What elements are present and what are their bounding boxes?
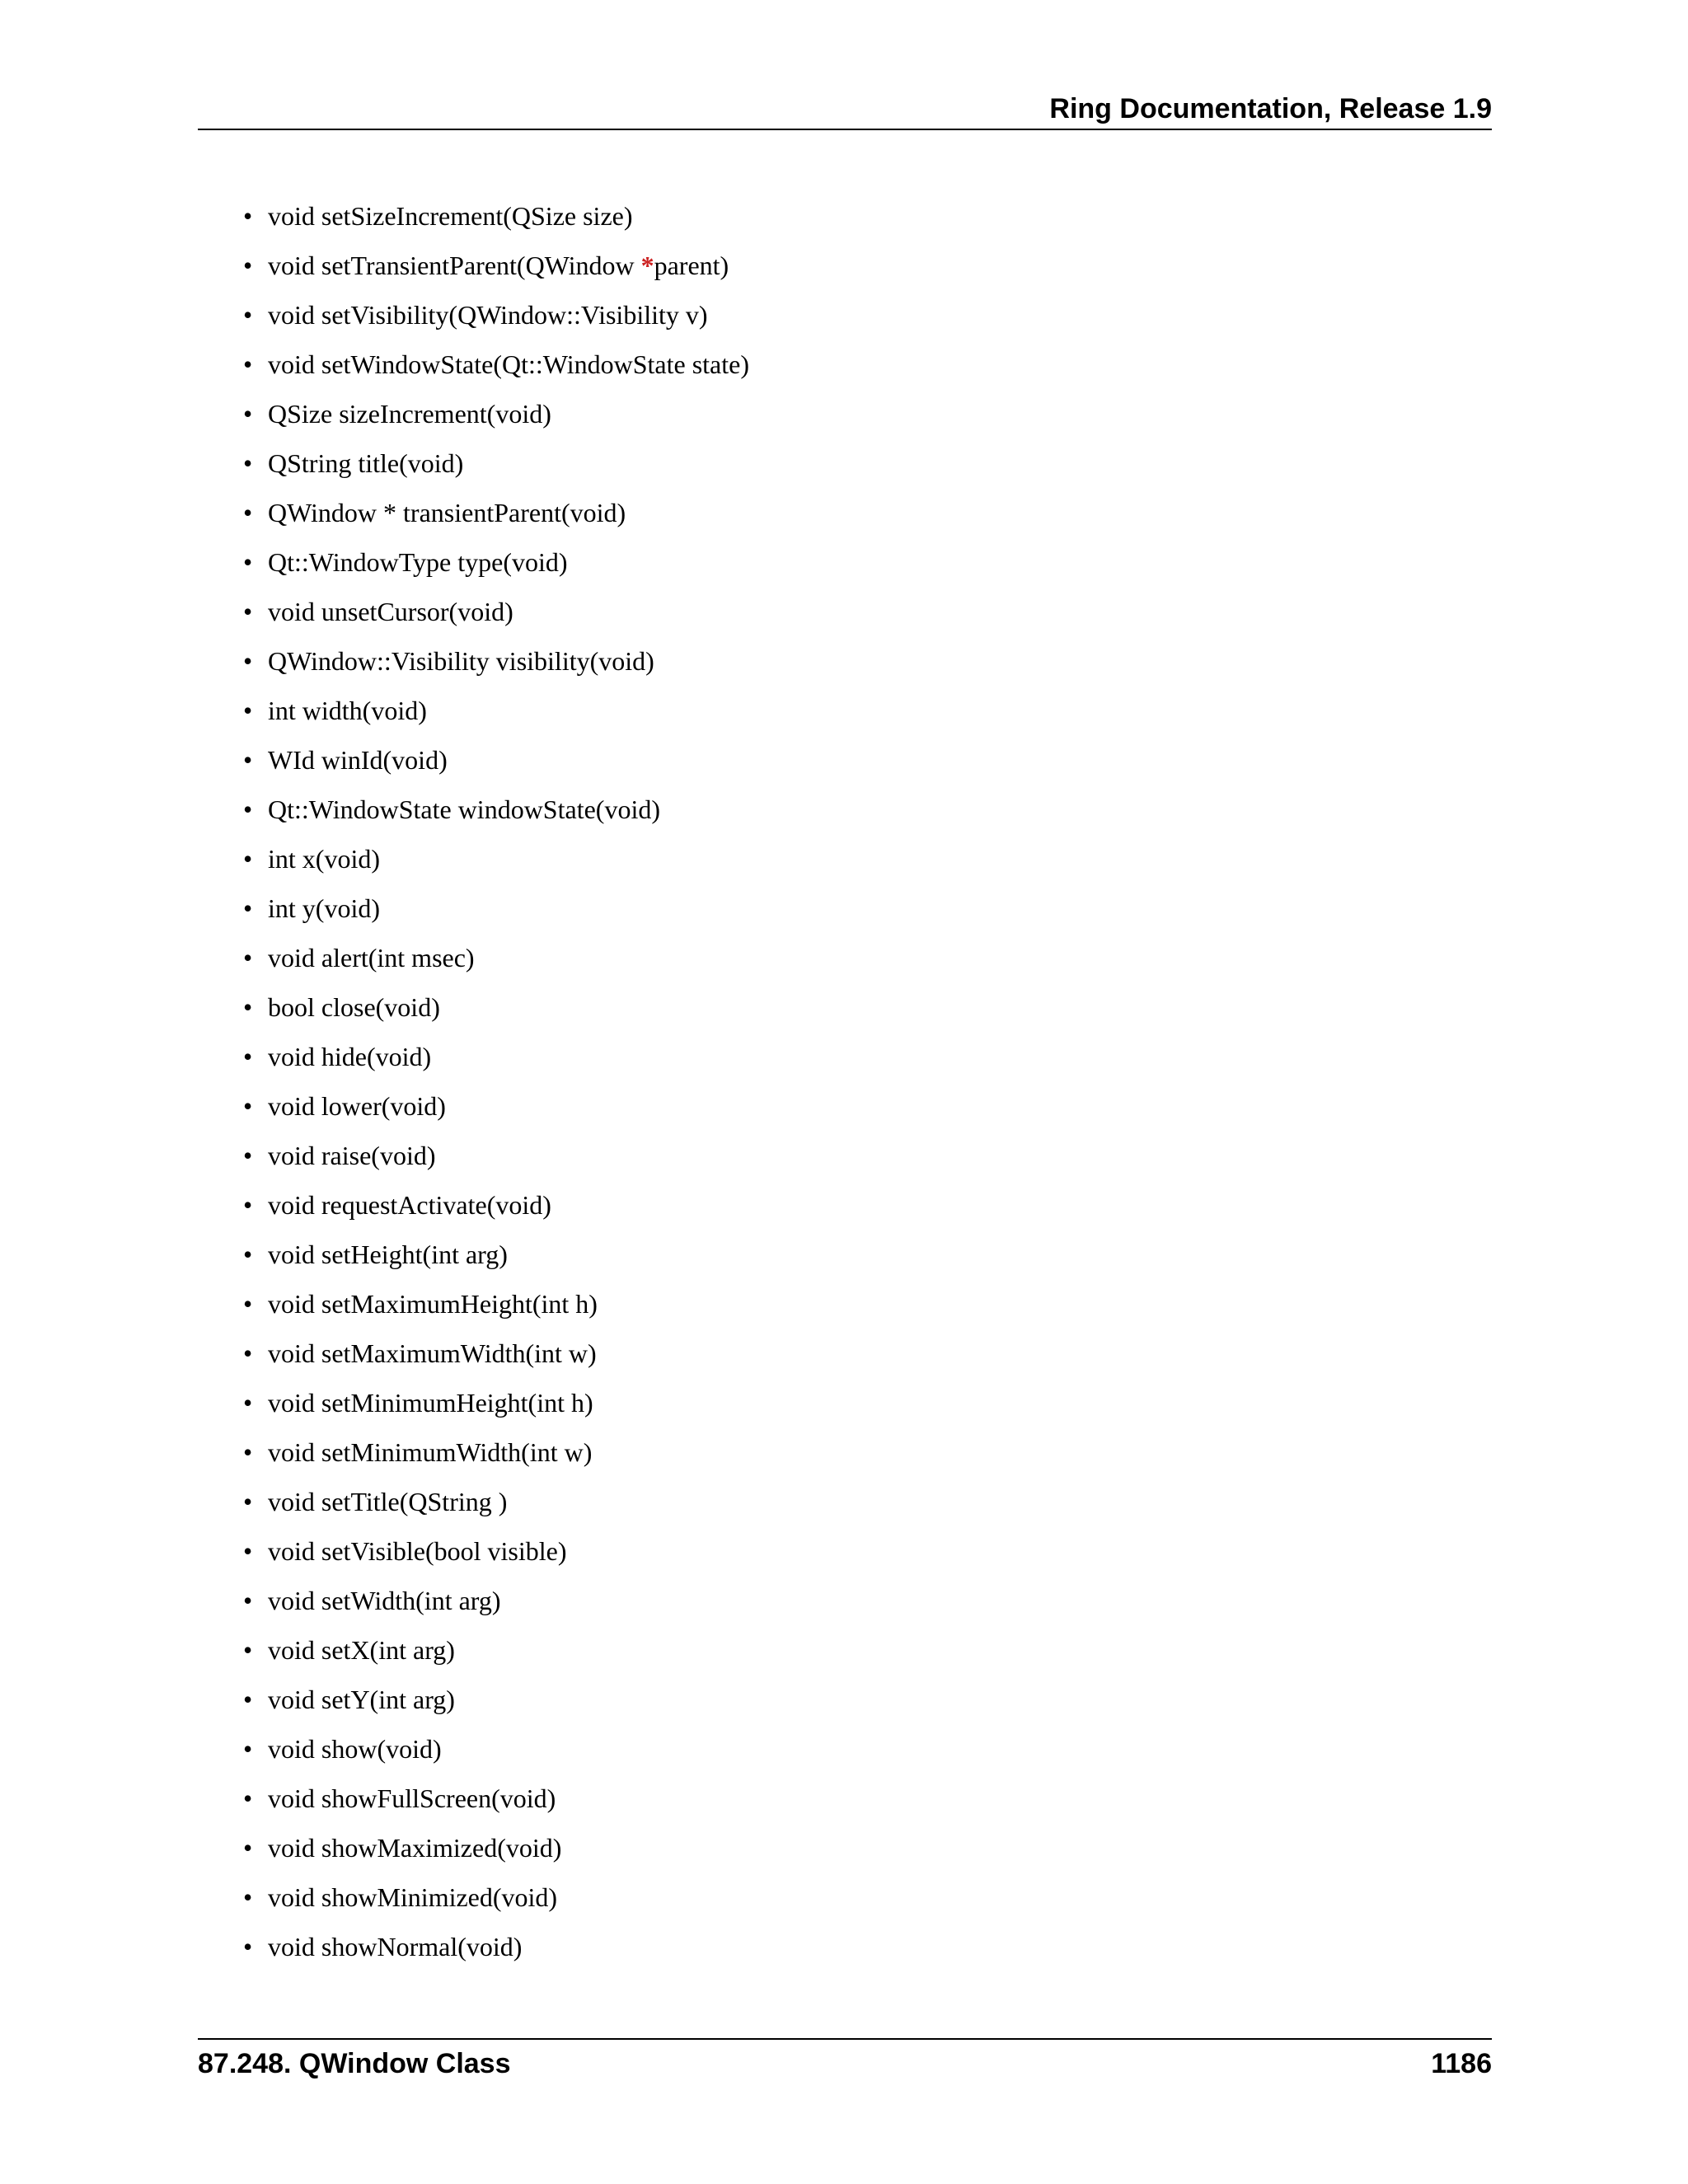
method-signature: void setSizeIncrement(QSize size) xyxy=(268,201,633,231)
method-list-item xyxy=(243,595,749,644)
bullet-icon: • xyxy=(243,1042,253,1071)
bullet-icon: • xyxy=(243,399,253,429)
method-list-item xyxy=(243,1436,749,1485)
method-signature: Qt::WindowType type(void) xyxy=(268,547,568,577)
method-list-item xyxy=(243,1287,749,1337)
method-signature: QSize sizeIncrement(void) xyxy=(268,399,551,429)
bullet-icon: • xyxy=(243,1882,253,1912)
method-list-item xyxy=(243,1633,749,1683)
method-list xyxy=(243,199,749,1980)
method-list-item xyxy=(243,1930,749,1980)
method-signature: bool close(void) xyxy=(268,992,440,1022)
method-signature: void setVisibility(QWindow::Visibility v) xyxy=(268,300,708,330)
method-signature: void showMinimized(void) xyxy=(268,1882,558,1912)
method-signature: void setTitle(QString ) xyxy=(268,1487,508,1516)
method-signature: QWindow::Visibility visibility(void) xyxy=(268,646,654,676)
method-signature: void setWidth(int arg) xyxy=(268,1586,501,1615)
bullet-icon: • xyxy=(243,1388,253,1418)
method-signature: int x(void) xyxy=(268,844,380,874)
method-list-item xyxy=(243,1881,749,1930)
method-signature: void showNormal(void) xyxy=(268,1932,523,1961)
method-signature xyxy=(268,251,729,280)
method-list-item xyxy=(243,1485,749,1535)
bullet-icon: • xyxy=(243,349,253,379)
bullet-icon: • xyxy=(243,745,253,775)
method-list-item xyxy=(243,842,749,892)
bullet-icon: • xyxy=(243,1586,253,1615)
bullet-icon: • xyxy=(243,448,253,478)
method-signature: QString title(void) xyxy=(268,448,464,478)
method-signature: void show(void) xyxy=(268,1734,442,1764)
bullet-icon: • xyxy=(243,1141,253,1170)
method-signature: int width(void) xyxy=(268,696,427,725)
bullet-icon: • xyxy=(243,1833,253,1863)
bullet-icon: • xyxy=(243,1685,253,1714)
method-signature: void setMaximumWidth(int w) xyxy=(268,1338,597,1368)
method-list-item xyxy=(243,1584,749,1633)
method-list-item xyxy=(243,1238,749,1287)
bullet-icon: • xyxy=(243,992,253,1022)
method-signature: void setMaximumHeight(int h) xyxy=(268,1289,598,1319)
method-signature: void setHeight(int arg) xyxy=(268,1240,508,1269)
method-list-item xyxy=(243,892,749,941)
bullet-icon: • xyxy=(243,1289,253,1319)
method-signature: void showMaximized(void) xyxy=(268,1833,562,1863)
method-list-item xyxy=(243,1782,749,1831)
bullet-icon: • xyxy=(243,300,253,330)
method-signature: void setWindowState(Qt::WindowState state) xyxy=(268,349,749,379)
method-signature: void showFullScreen(void) xyxy=(268,1783,556,1813)
bullet-icon: • xyxy=(243,251,253,280)
method-signature: void alert(int msec) xyxy=(268,943,475,972)
page-footer xyxy=(198,2038,1492,2079)
bullet-icon: • xyxy=(243,1437,253,1467)
method-signature: int y(void) xyxy=(268,893,380,923)
method-list-item xyxy=(243,743,749,793)
bullet-icon: • xyxy=(243,1635,253,1665)
method-list-item xyxy=(243,793,749,842)
method-list-item xyxy=(243,1090,749,1139)
method-list-item xyxy=(243,991,749,1040)
bullet-icon: • xyxy=(243,201,253,231)
method-list-item xyxy=(243,941,749,991)
method-list-item xyxy=(243,496,749,546)
pointer-asterisk: * xyxy=(640,251,654,280)
method-signature: void setVisible(bool visible) xyxy=(268,1536,567,1566)
method-list-item xyxy=(243,1139,749,1188)
bullet-icon: • xyxy=(243,1734,253,1764)
method-list-item xyxy=(243,298,749,348)
method-signature: QWindow * transientParent(void) xyxy=(268,498,626,527)
method-signature: void lower(void) xyxy=(268,1091,446,1121)
bullet-icon: • xyxy=(243,1091,253,1121)
method-signature: void unsetCursor(void) xyxy=(268,597,513,626)
section-title: 87.248. QWindow Class xyxy=(198,2048,511,2079)
bullet-icon: • xyxy=(243,943,253,972)
signature-part: parent) xyxy=(654,251,729,280)
method-list-item xyxy=(243,447,749,496)
bullet-icon: • xyxy=(243,1932,253,1961)
method-signature: Qt::WindowState windowState(void) xyxy=(268,794,660,824)
method-list-item xyxy=(243,1831,749,1881)
bullet-icon: • xyxy=(243,696,253,725)
method-signature: void setY(int arg) xyxy=(268,1685,455,1714)
method-list-item xyxy=(243,1386,749,1436)
method-list-item xyxy=(243,1040,749,1090)
bullet-icon: • xyxy=(243,646,253,676)
method-list-item xyxy=(243,546,749,595)
method-list-item xyxy=(243,1535,749,1584)
bullet-icon: • xyxy=(243,1190,253,1220)
method-signature: void setMinimumWidth(int w) xyxy=(268,1437,593,1467)
bullet-icon: • xyxy=(243,844,253,874)
bullet-icon: • xyxy=(243,893,253,923)
method-signature: void hide(void) xyxy=(268,1042,432,1071)
method-list-item xyxy=(243,1188,749,1238)
bullet-icon: • xyxy=(243,597,253,626)
method-signature: void raise(void) xyxy=(268,1141,436,1170)
method-list-item xyxy=(243,1732,749,1782)
method-signature: void setMinimumHeight(int h) xyxy=(268,1388,593,1418)
method-list-item xyxy=(243,199,749,249)
method-signature: WId winId(void) xyxy=(268,745,448,775)
method-list-item xyxy=(243,694,749,743)
method-list-item xyxy=(243,249,749,298)
bullet-icon: • xyxy=(243,1536,253,1566)
method-list-item xyxy=(243,348,749,397)
bullet-icon: • xyxy=(243,1783,253,1813)
method-list-item xyxy=(243,644,749,694)
bullet-icon: • xyxy=(243,794,253,824)
method-list-item xyxy=(243,1683,749,1732)
document-title: Ring Documentation, Release 1.9 xyxy=(1049,93,1492,124)
method-signature: void setX(int arg) xyxy=(268,1635,455,1665)
bullet-icon: • xyxy=(243,547,253,577)
bullet-icon: • xyxy=(243,498,253,527)
page-header xyxy=(198,92,1492,130)
method-list-item xyxy=(243,1337,749,1386)
method-list-item xyxy=(243,397,749,447)
bullet-icon: • xyxy=(243,1487,253,1516)
bullet-icon: • xyxy=(243,1240,253,1269)
method-signature: void requestActivate(void) xyxy=(268,1190,551,1220)
bullet-icon: • xyxy=(243,1338,253,1368)
signature-part: void setTransientParent(QWindow xyxy=(268,251,641,280)
page-number: 1186 xyxy=(1431,2048,1492,2079)
